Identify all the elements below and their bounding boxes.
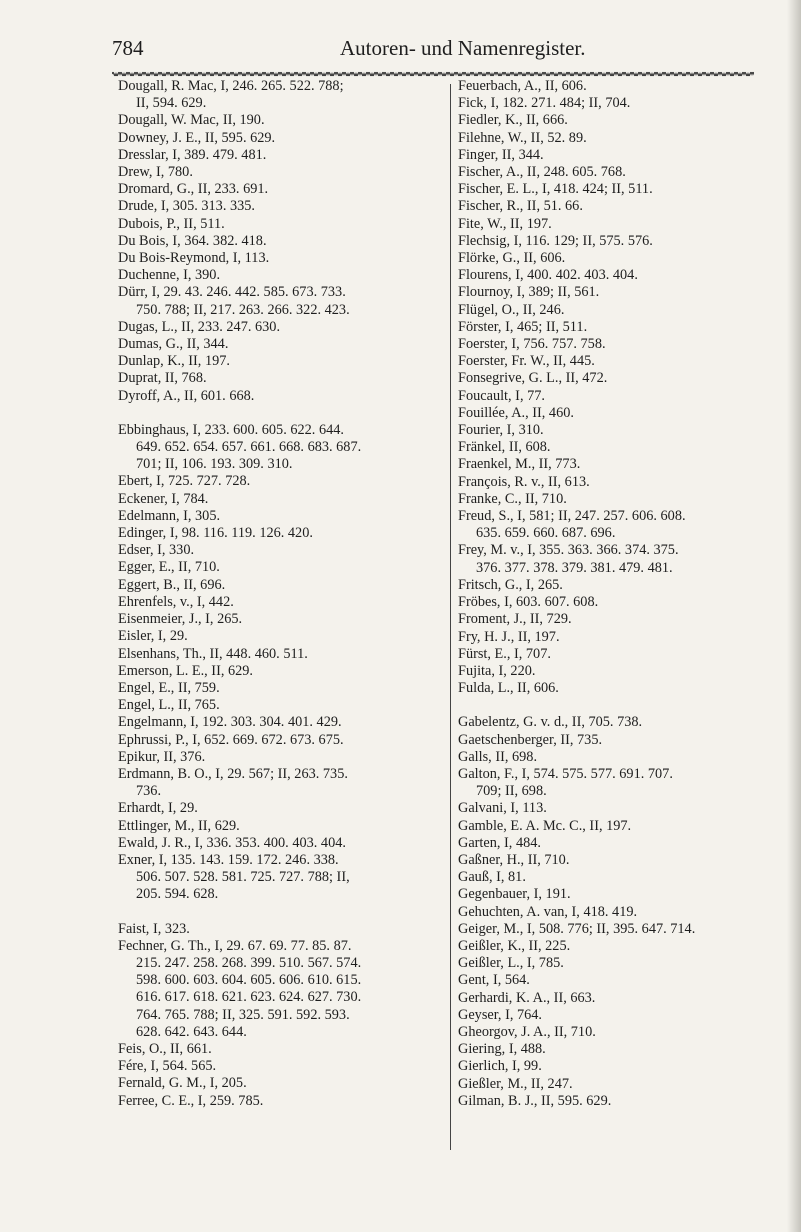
index-entry: [118, 714, 448, 731]
index-entry: [118, 921, 448, 938]
index-entry: [458, 577, 788, 594]
index-entry-line: Geiger, M., I, 508. 776; II, 395. 647. 714.: [458, 920, 696, 937]
index-entry-line: Filehne, W., II, 52. 89.: [458, 129, 587, 146]
page-edge-shadow: [787, 0, 801, 1232]
index-entry: [118, 473, 448, 490]
index-entry-line: Fourier, I, 310.: [458, 422, 544, 439]
index-entry: [118, 112, 448, 129]
index-entry: [458, 267, 788, 284]
index-entry: [118, 130, 448, 147]
index-entry-line: Edinger, I, 98. 116. 119. 126. 420.: [118, 525, 313, 542]
index-entry-line: 598. 600. 603. 604. 605. 606. 610. 615.: [136, 972, 362, 989]
index-entry-line: Fouillée, A., II, 460.: [458, 404, 574, 421]
index-entry: [118, 594, 448, 611]
index-entry-line: Gheorgov, J. A., II, 710.: [458, 1023, 596, 1040]
index-entry: [458, 353, 788, 370]
index-entry-line: Du Bois, I, 364. 382. 418.: [118, 232, 267, 249]
index-entry-line: Exner, I, 135. 143. 159. 172. 246. 338.: [118, 851, 339, 868]
index-entry-line: Flournoy, I, 389; II, 561.: [458, 284, 600, 301]
index-entry-line: Fränkel, II, 608.: [458, 439, 551, 456]
index-entry: [118, 835, 448, 852]
index-entry: [118, 147, 448, 164]
index-entry-line: Eckener, I, 784.: [118, 490, 209, 507]
index-entry-line: Gerhardi, K. A., II, 663.: [458, 989, 596, 1006]
index-entry-line: 649. 652. 654. 657. 661. 668. 683. 687.: [136, 439, 362, 456]
index-entry: [458, 112, 788, 129]
index-entry: [458, 663, 788, 680]
section-gap: [118, 405, 448, 422]
index-entry: [458, 1076, 788, 1093]
index-entry: [458, 818, 788, 835]
index-entry: [458, 456, 788, 473]
index-entry-line: Fonsegrive, G. L., II, 472.: [458, 370, 608, 387]
index-entry-line: Dyroff, A., II, 601. 668.: [118, 387, 255, 404]
column-divider: [450, 84, 451, 1150]
index-entry: [458, 904, 788, 921]
index-entry-line: Dougall, R. Mac, I, 246. 265. 522. 788;: [118, 78, 344, 94]
index-entry: [458, 336, 788, 353]
index-entry-line: 205. 594. 628.: [136, 886, 219, 903]
index-entry-line: Ettlinger, M., II, 629.: [118, 817, 240, 834]
index-entry-line: Geißler, L., I, 785.: [458, 955, 564, 972]
index-entry: [118, 267, 448, 284]
index-entry: [458, 594, 788, 611]
index-entry-line: Gaßner, H., II, 710.: [458, 851, 570, 868]
index-entry: [118, 542, 448, 559]
index-entry-line: Dromard, G., II, 233. 691.: [118, 181, 269, 198]
index-entry: [118, 938, 448, 1041]
index-entry-line: Epikur, II, 376.: [118, 748, 206, 765]
index-entry-line: Feuerbach, A., II, 606.: [458, 78, 587, 94]
index-entry: [458, 646, 788, 663]
index-entry: [458, 78, 788, 95]
index-entry: [118, 353, 448, 370]
index-entry-line: Dougall, W. Mac, II, 190.: [118, 112, 265, 129]
index-entry: [118, 250, 448, 267]
index-entry-line: Fite, W., II, 197.: [458, 215, 552, 232]
wavy-rule: [112, 70, 754, 78]
index-entry: [458, 250, 788, 267]
index-entry-line: Geyser, I, 764.: [458, 1006, 542, 1023]
index-entry: [458, 835, 788, 852]
index-entry-line: 736.: [136, 783, 162, 800]
index-entry: [118, 646, 448, 663]
index-entry-line: Edser, I, 330.: [118, 542, 195, 559]
index-entry-line: Foerster, Fr. W., II, 445.: [458, 353, 595, 370]
index-entry: [118, 818, 448, 835]
index-entry-line: 709; II, 698.: [476, 783, 547, 800]
index-entry-line: Eisler, I, 29.: [118, 628, 188, 645]
index-entry-line: Drew, I, 780.: [118, 164, 193, 181]
page-number: 784: [112, 36, 144, 60]
index-entry: [118, 319, 448, 336]
index-entry: [458, 181, 788, 198]
index-entry: [458, 388, 788, 405]
index-entry: [458, 990, 788, 1007]
index-entry-line: Erdmann, B. O., I, 29. 567; II, 263. 735.: [118, 765, 348, 782]
index-entry-line: Fry, H. J., II, 197.: [458, 628, 560, 645]
index-entry-line: Fechner, G. Th., I, 29. 67. 69. 77. 85. 87.: [118, 937, 352, 954]
index-entry-line: Fröbes, I, 603. 607. 608.: [458, 594, 599, 611]
index-entry: [458, 1041, 788, 1058]
index-entry-line: Engel, L., II, 765.: [118, 697, 220, 714]
index-entry-line: 376. 377. 378. 379. 381. 479. 481.: [476, 559, 673, 576]
index-entry: [118, 577, 448, 594]
index-entry-line: Geißler, K., II, 225.: [458, 937, 571, 954]
index-entry: [458, 319, 788, 336]
index-entry-line: Flechsig, I, 116. 129; II, 575. 576.: [458, 232, 653, 249]
index-entry-line: Ewald, J. R., I, 336. 353. 400. 403. 404.: [118, 834, 346, 851]
index-entry-line: Freud, S., I, 581; II, 247. 257. 606. 608.: [458, 508, 686, 525]
index-entry: [458, 147, 788, 164]
index-entry: [118, 388, 448, 405]
index-entry: [118, 181, 448, 198]
index-entry-line: Gilman, B. J., II, 595. 629.: [458, 1092, 612, 1109]
index-entry-line: Ehrenfels, v., I, 442.: [118, 593, 234, 610]
index-entry: [118, 284, 448, 318]
index-entry: [458, 869, 788, 886]
index-entry-line: Eisenmeier, J., I, 265.: [118, 611, 243, 628]
index-entry: [458, 233, 788, 250]
index-entry-line: 701; II, 106. 193. 309. 310.: [136, 456, 293, 473]
index-entry-line: Duprat, II, 768.: [118, 370, 207, 387]
index-entry-line: Gaetschenberger, II, 735.: [458, 731, 603, 748]
index-entry-line: Galvani, I, 113.: [458, 800, 547, 817]
index-entry-line: Drude, I, 305. 313. 335.: [118, 198, 255, 215]
index-entry-line: Fritsch, G., I, 265.: [458, 576, 563, 593]
index-entry-line: Engel, E., II, 759.: [118, 679, 220, 696]
index-entry: [118, 525, 448, 542]
index-entry-line: 628. 642. 643. 644.: [136, 1023, 247, 1040]
index-entry: [458, 422, 788, 439]
index-entry-line: 506. 507. 528. 581. 725. 727. 788; II,: [136, 869, 350, 886]
index-entry: [118, 508, 448, 525]
index-entry-line: Feis, O., II, 661.: [118, 1040, 212, 1057]
index-entry: [458, 680, 788, 697]
index-entry-line: Elsenhans, Th., II, 448. 460. 511.: [118, 645, 308, 662]
index-entry: [458, 852, 788, 869]
index-entry-line: Fulda, L., II, 606.: [458, 680, 559, 697]
index-entry: [118, 749, 448, 766]
index-entry-line: Galls, II, 698.: [458, 748, 538, 765]
index-entry: [118, 491, 448, 508]
index-entry: [458, 955, 788, 972]
index-entry: [458, 508, 788, 542]
index-entry-line: Frey, M. v., I, 355. 363. 366. 374. 375.: [458, 542, 679, 559]
index-entry: [118, 852, 448, 904]
index-entry: [118, 680, 448, 697]
index-entry-line: Ebbinghaus, I, 233. 600. 605. 622. 644.: [118, 421, 344, 438]
index-entry-line: Dunlap, K., II, 197.: [118, 353, 230, 370]
index-entry-line: Du Bois-Reymond, I, 113.: [118, 250, 270, 267]
index-entry: [118, 233, 448, 250]
index-entry: [458, 732, 788, 749]
index-entry: [458, 164, 788, 181]
index-entry-line: Ephrussi, P., I, 652. 669. 672. 673. 675.: [118, 731, 344, 748]
index-entry: [458, 714, 788, 731]
index-column-right: [458, 78, 788, 1110]
index-entry: [458, 198, 788, 215]
index-entry: [118, 800, 448, 817]
index-entry: [118, 370, 448, 387]
index-entry: [118, 766, 448, 800]
index-entry-line: Fujita, I, 220.: [458, 662, 536, 679]
index-entry-line: Froment, J., II, 729.: [458, 611, 572, 628]
index-entry: [118, 732, 448, 749]
index-entry-line: 750. 788; II, 217. 263. 266. 322. 423.: [136, 301, 350, 318]
index-entry: [458, 216, 788, 233]
index-entry: [118, 1058, 448, 1075]
index-entry: [458, 370, 788, 387]
index-entry-line: Foerster, I, 756. 757. 758.: [458, 336, 606, 353]
index-entry: [458, 766, 788, 800]
index-entry-line: Dresslar, I, 389. 479. 481.: [118, 146, 267, 163]
index-entry-line: II, 594. 629.: [136, 95, 207, 112]
index-entry-line: Erhardt, I, 29.: [118, 800, 198, 817]
index-entry-line: Galton, F., I, 574. 575. 577. 691. 707.: [458, 765, 673, 782]
index-entry: [458, 1007, 788, 1024]
index-entry: [458, 491, 788, 508]
index-entry: [458, 474, 788, 491]
index-entry-line: Fick, I, 182. 271. 484; II, 704.: [458, 95, 631, 112]
index-entry-line: Gauß, I, 81.: [458, 869, 526, 886]
index-entry: [458, 95, 788, 112]
index-entry: [118, 164, 448, 181]
index-entry: [118, 216, 448, 233]
index-entry: [118, 1093, 448, 1110]
index-entry-line: Ebert, I, 725. 727. 728.: [118, 473, 251, 490]
index-entry: [458, 629, 788, 646]
index-entry-line: Giering, I, 488.: [458, 1041, 546, 1058]
index-entry-line: Fischer, R., II, 51. 66.: [458, 198, 583, 215]
section-gap: [458, 697, 788, 714]
index-entry: [118, 628, 448, 645]
index-entry-line: Edelmann, I, 305.: [118, 507, 221, 524]
index-entry: [458, 611, 788, 628]
index-entry-line: Franke, C., II, 710.: [458, 490, 567, 507]
index-entry-line: Dugas, L., II, 233. 247. 630.: [118, 318, 281, 335]
page-header: [112, 36, 752, 72]
index-entry: [118, 697, 448, 714]
index-entry: [458, 1093, 788, 1110]
index-entry: [118, 78, 448, 112]
index-entry: [118, 611, 448, 628]
index-entry: [118, 336, 448, 353]
index-entry-line: François, R. v., II, 613.: [458, 473, 590, 490]
index-entry: [458, 938, 788, 955]
index-entry-line: 635. 659. 660. 687. 696.: [476, 525, 616, 542]
index-entry-line: Gabelentz, G. v. d., II, 705. 738.: [458, 714, 643, 731]
index-entry: [458, 1024, 788, 1041]
index-entry-line: 215. 247. 258. 268. 399. 510. 567. 574.: [136, 954, 362, 971]
index-entry-line: Gierlich, I, 99.: [458, 1058, 542, 1075]
index-entry-line: Faist, I, 323.: [118, 920, 190, 937]
index-entry: [458, 284, 788, 301]
index-entry: [118, 663, 448, 680]
index-entry: [458, 1058, 788, 1075]
index-entry-line: 764. 765. 788; II, 325. 591. 592. 593.: [136, 1006, 350, 1023]
index-entry: [118, 1041, 448, 1058]
index-entry-line: Foucault, I, 77.: [458, 387, 545, 404]
index-entry-line: Fürst, E., I, 707.: [458, 645, 551, 662]
index-entry-line: Garten, I, 484.: [458, 834, 541, 851]
index-entry: [118, 422, 448, 474]
index-entry-line: Flügel, O., II, 246.: [458, 301, 565, 318]
index-entry-line: Förster, I, 465; II, 511.: [458, 318, 588, 335]
index-entry: [458, 439, 788, 456]
index-entry-line: Downey, J. E., II, 595. 629.: [118, 129, 276, 146]
index-entry-line: Gießler, M., II, 247.: [458, 1075, 573, 1092]
index-entry: [458, 921, 788, 938]
index-entry-line: Egger, E., II, 710.: [118, 559, 220, 576]
index-entry-line: Fischer, E. L., I, 418. 424; II, 511.: [458, 181, 653, 198]
index-entry-line: Dumas, G., II, 344.: [118, 336, 229, 353]
page-title: Autoren- und Namenregister.: [340, 36, 586, 60]
index-entry-line: Dürr, I, 29. 43. 246. 442. 585. 673. 733.: [118, 284, 346, 301]
index-entry-line: Gamble, E. A. Mc. C., II, 197.: [458, 817, 632, 834]
index-entry-line: Duchenne, I, 390.: [118, 267, 221, 284]
index-entry-line: Fiedler, K., II, 666.: [458, 112, 568, 129]
index-entry-line: Fernald, G. M., I, 205.: [118, 1075, 247, 1092]
index-entry: [458, 542, 788, 576]
index-entry-line: 616. 617. 618. 621. 623. 624. 627. 730.: [136, 989, 362, 1006]
index-entry-line: Eggert, B., II, 696.: [118, 576, 226, 593]
index-entry: [458, 972, 788, 989]
index-entry-line: Fére, I, 564. 565.: [118, 1058, 217, 1075]
index-entry-line: Gegenbauer, I, 191.: [458, 886, 571, 903]
index-entry-line: Gehuchten, A. van, I, 418. 419.: [458, 903, 638, 920]
section-gap: [118, 904, 448, 921]
index-column-left: [118, 78, 448, 1110]
index-entry: [458, 800, 788, 817]
index-entry-line: Fischer, A., II, 248. 605. 768.: [458, 164, 626, 181]
index-entry-line: Flourens, I, 400. 402. 403. 404.: [458, 267, 638, 284]
index-entry-line: Ferree, C. E., I, 259. 785.: [118, 1092, 264, 1109]
index-entry-line: Engelmann, I, 192. 303. 304. 401. 429.: [118, 714, 342, 731]
index-entry: [458, 886, 788, 903]
index-entry: [458, 302, 788, 319]
index-entry-line: Gent, I, 564.: [458, 972, 530, 989]
index-entry-line: Flörke, G., II, 606.: [458, 250, 566, 267]
index-entry: [458, 749, 788, 766]
index-entry: [118, 198, 448, 215]
index-entry-line: Dubois, P., II, 511.: [118, 215, 225, 232]
index-entry: [118, 559, 448, 576]
index-entry-line: Finger, II, 344.: [458, 146, 544, 163]
index-entry-line: Emerson, L. E., II, 629.: [118, 662, 253, 679]
index-entry: [458, 405, 788, 422]
index-entry-line: Fraenkel, M., II, 773.: [458, 456, 581, 473]
index-entry: [458, 130, 788, 147]
index-entry: [118, 1075, 448, 1092]
